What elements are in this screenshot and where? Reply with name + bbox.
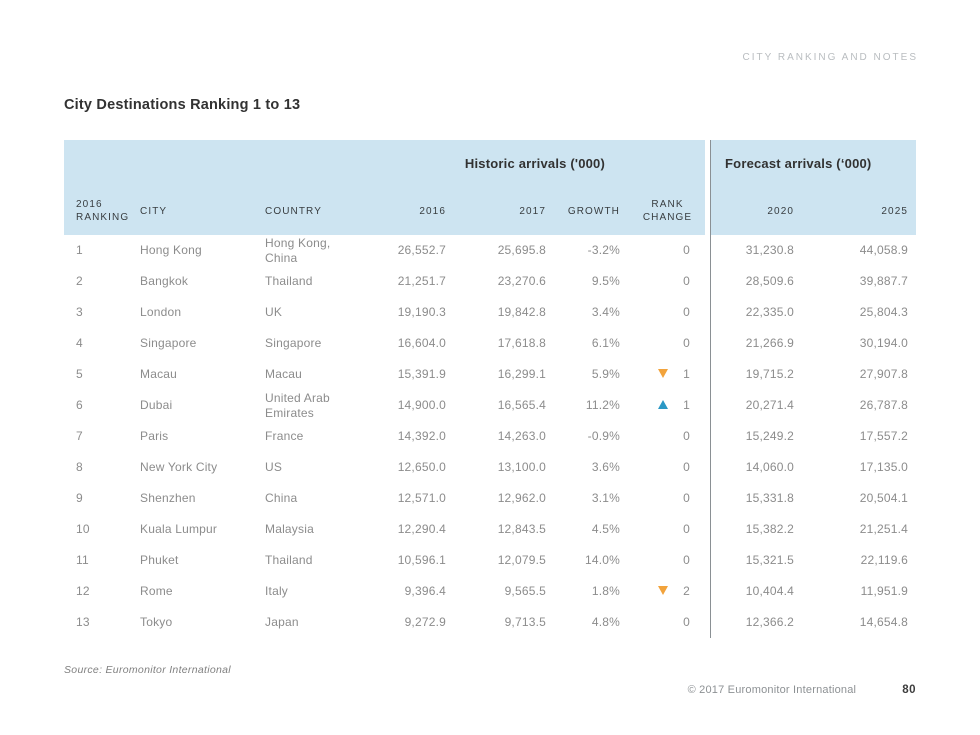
city-cell: Phuket xyxy=(140,553,179,567)
city-cell: Rome xyxy=(140,584,173,598)
rank-change-value: 2 xyxy=(683,584,691,598)
rank-change-value: 0 xyxy=(683,274,691,288)
rank-cell: 1 xyxy=(76,243,83,257)
growth-cell: 3.4% xyxy=(591,305,620,319)
arrivals-2017-cell: 12,962.0 xyxy=(497,491,546,505)
rank-cell: 11 xyxy=(76,553,89,567)
city-ranking-table xyxy=(64,140,916,638)
country-cell: China xyxy=(265,491,298,505)
rank-up-icon xyxy=(658,400,668,409)
arrivals-2017-cell: 9,565.5 xyxy=(504,584,546,598)
forecast-2025-cell: 26,787.8 xyxy=(859,398,909,412)
arrivals-2017-cell: 19,842.8 xyxy=(497,305,546,319)
rank-change-cell xyxy=(630,483,710,514)
forecast-2025-cell: 17,557.2 xyxy=(859,429,909,443)
col-header-2016: 2016 xyxy=(375,187,456,235)
country-cell: Japan xyxy=(265,615,299,629)
rank-change-value: 0 xyxy=(683,491,691,505)
table-row xyxy=(64,297,916,328)
arrivals-2017-cell: 14,263.0 xyxy=(497,429,546,443)
city-cell: Shenzhen xyxy=(140,491,196,505)
arrivals-2016-cell: 26,552.7 xyxy=(397,243,446,257)
rank-change-cell xyxy=(630,266,710,297)
arrivals-2016-cell: 15,391.9 xyxy=(397,367,446,381)
forecast-2020-cell: 15,321.5 xyxy=(710,545,804,576)
growth-cell: -3.2% xyxy=(587,243,620,257)
table-row xyxy=(64,328,916,359)
arrivals-2016-cell: 21,251.7 xyxy=(397,274,446,288)
rank-change-value: 0 xyxy=(683,336,691,350)
rank-change-cell xyxy=(630,297,710,328)
table-body xyxy=(64,235,916,638)
arrivals-2017-cell: 12,843.5 xyxy=(497,522,546,536)
forecast-2025-cell: 30,194.0 xyxy=(859,336,909,350)
rank-change-cell xyxy=(630,576,710,607)
country-cell: Singapore xyxy=(265,336,322,350)
rank-cell: 5 xyxy=(76,367,83,381)
page-footer xyxy=(688,684,916,696)
rank-down-icon xyxy=(658,369,668,378)
rank-change-value: 0 xyxy=(683,522,691,536)
arrivals-2017-cell: 16,565.4 xyxy=(497,398,546,412)
rank-change-value: 1 xyxy=(683,398,691,412)
rank-change-value: 1 xyxy=(683,367,691,381)
col-header-growth: GROWTH xyxy=(556,187,630,235)
rank-cell: 10 xyxy=(76,522,90,536)
arrivals-2016-cell: 9,272.9 xyxy=(404,615,446,629)
forecast-2025-cell: 11,951.9 xyxy=(860,584,909,598)
arrivals-2016-cell: 12,571.0 xyxy=(397,491,446,505)
forecast-2025-cell: 22,119.6 xyxy=(860,553,909,567)
growth-cell: 6.1% xyxy=(591,336,620,350)
rank-cell: 6 xyxy=(76,398,83,412)
country-cell: UK xyxy=(265,305,283,319)
forecast-2020-cell: 15,382.2 xyxy=(710,514,804,545)
col-header-2025: 2025 xyxy=(804,187,916,235)
page-title: City Destinations Ranking 1 to 13 xyxy=(64,97,301,113)
arrivals-2016-cell: 9,396.4 xyxy=(404,584,446,598)
rank-down-icon xyxy=(658,586,668,595)
forecast-2020-cell: 20,271.4 xyxy=(710,390,804,421)
rank-cell: 7 xyxy=(76,429,83,443)
column-header-row xyxy=(64,187,916,235)
col-header-ranking-line2: RANKING xyxy=(76,212,130,223)
col-header-country: COUNTRY xyxy=(265,187,375,235)
col-header-rank-change-line2: CHANGE xyxy=(642,212,693,223)
rank-cell: 12 xyxy=(76,584,90,598)
rank-change-cell xyxy=(630,545,710,576)
growth-cell: 9.5% xyxy=(591,274,620,288)
country-cell: Hong Kong, China xyxy=(265,235,331,265)
country-cell: France xyxy=(265,429,304,443)
table-row xyxy=(64,545,916,576)
growth-cell: 14.0% xyxy=(584,553,620,567)
city-cell: Dubai xyxy=(140,398,173,412)
copyright-text: © 2017 Euromonitor International xyxy=(687,684,857,696)
rank-cell: 4 xyxy=(76,336,83,350)
growth-cell: 3.1% xyxy=(591,491,620,505)
forecast-2020-cell: 19,715.2 xyxy=(710,359,804,390)
country-cell: US xyxy=(265,460,283,474)
col-header-2017: 2017 xyxy=(456,187,556,235)
country-cell: Thailand xyxy=(265,553,313,567)
table-row xyxy=(64,483,916,514)
arrivals-2016-cell: 10,596.1 xyxy=(397,553,446,567)
city-cell: New York City xyxy=(140,460,218,474)
rank-cell: 13 xyxy=(76,615,90,629)
table-row xyxy=(64,359,916,390)
forecast-2020-cell: 31,230.8 xyxy=(710,235,804,266)
col-header-ranking xyxy=(64,187,140,235)
arrivals-2016-cell: 14,392.0 xyxy=(397,429,446,443)
rank-change-value: 0 xyxy=(683,460,691,474)
table-row xyxy=(64,235,916,266)
rank-change-cell xyxy=(630,328,710,359)
forecast-2025-cell: 14,654.8 xyxy=(859,615,909,629)
arrivals-2017-cell: 23,270.6 xyxy=(497,274,546,288)
country-cell: Macau xyxy=(265,367,303,381)
col-header-2020: 2020 xyxy=(710,187,804,235)
rank-change-cell xyxy=(630,452,710,483)
table-row xyxy=(64,266,916,297)
col-header-city: CITY xyxy=(140,187,265,235)
col-header-rank-change-line1: RANK xyxy=(651,199,684,210)
table-row xyxy=(64,607,916,638)
rank-cell: 3 xyxy=(76,305,83,319)
forecast-2020-cell: 22,335.0 xyxy=(710,297,804,328)
forecast-2025-cell: 44,058.9 xyxy=(859,243,909,257)
forecast-2020-cell: 21,266.9 xyxy=(710,328,804,359)
rank-change-value: 0 xyxy=(683,429,691,443)
table-row xyxy=(64,514,916,545)
forecast-2025-cell: 21,251.4 xyxy=(859,522,909,536)
table-row xyxy=(64,576,916,607)
source-note: Source: Euromonitor International xyxy=(64,664,231,676)
arrivals-2016-cell: 19,190.3 xyxy=(397,305,446,319)
forecast-2025-cell: 25,804.3 xyxy=(859,305,909,319)
rank-change-value: 0 xyxy=(683,305,691,319)
arrivals-2017-cell: 16,299.1 xyxy=(497,367,546,381)
rank-cell: 8 xyxy=(76,460,83,474)
rank-change-cell xyxy=(630,421,710,452)
growth-cell: 5.9% xyxy=(591,367,620,381)
col-header-rank-change xyxy=(630,187,710,235)
city-cell: London xyxy=(140,305,182,319)
table-row xyxy=(64,390,916,421)
growth-cell: 11.2% xyxy=(585,398,620,412)
rank-change-value: 0 xyxy=(683,243,691,257)
arrivals-2017-cell: 17,618.8 xyxy=(497,336,546,350)
rank-change-cell xyxy=(630,359,710,390)
rank-change-cell xyxy=(630,390,710,421)
rank-cell: 2 xyxy=(76,274,83,288)
city-cell: Hong Kong xyxy=(140,243,202,257)
arrivals-2017-cell: 25,695.8 xyxy=(497,243,546,257)
table-row xyxy=(64,452,916,483)
forecast-2025-cell: 27,907.8 xyxy=(859,367,909,381)
forecast-2020-cell: 10,404.4 xyxy=(710,576,804,607)
arrivals-2017-cell: 12,079.5 xyxy=(497,553,546,567)
forecast-2025-cell: 17,135.0 xyxy=(859,460,909,474)
country-cell: Thailand xyxy=(265,274,313,288)
country-cell: United Arab Emirates xyxy=(265,390,330,420)
rank-change-cell xyxy=(630,235,710,266)
section-header: CITY RANKING AND NOTES xyxy=(742,52,918,63)
rank-change-value: 0 xyxy=(683,553,691,567)
forecast-2020-cell: 28,509.6 xyxy=(710,266,804,297)
forecast-2025-cell: 39,887.7 xyxy=(859,274,909,288)
forecast-2025-cell: 20,504.1 xyxy=(859,491,909,505)
table-row xyxy=(64,421,916,452)
city-cell: Tokyo xyxy=(140,615,173,629)
forecast-arrivals-group-header: Forecast arrivals (‘000) xyxy=(710,140,916,187)
city-cell: Bangkok xyxy=(140,274,189,288)
city-cell: Singapore xyxy=(140,336,197,350)
arrivals-2016-cell: 12,290.4 xyxy=(397,522,446,536)
col-header-ranking-line1: 2016 xyxy=(76,199,103,210)
city-cell: Macau xyxy=(140,367,178,381)
forecast-2020-cell: 12,366.2 xyxy=(710,607,804,638)
forecast-2020-cell: 14,060.0 xyxy=(710,452,804,483)
rank-change-value: 0 xyxy=(683,615,691,629)
forecast-2020-cell: 15,249.2 xyxy=(710,421,804,452)
arrivals-2016-cell: 16,604.0 xyxy=(397,336,446,350)
rank-cell: 9 xyxy=(76,491,83,505)
growth-cell: 4.5% xyxy=(591,522,620,536)
arrivals-2016-cell: 14,900.0 xyxy=(397,398,446,412)
growth-cell: -0.9% xyxy=(587,429,620,443)
group-header-row xyxy=(64,140,916,187)
arrivals-2016-cell: 12,650.0 xyxy=(397,460,446,474)
page-number: 80 xyxy=(902,684,916,696)
rank-change-cell xyxy=(630,607,710,638)
city-cell: Paris xyxy=(140,429,169,443)
arrivals-2017-cell: 13,100.0 xyxy=(497,460,546,474)
growth-cell: 1.8% xyxy=(591,584,620,598)
rank-change-cell xyxy=(630,514,710,545)
growth-cell: 4.8% xyxy=(591,615,620,629)
forecast-2020-cell: 15,331.8 xyxy=(710,483,804,514)
city-cell: Kuala Lumpur xyxy=(140,522,218,536)
growth-cell: 3.6% xyxy=(591,460,620,474)
country-cell: Malaysia xyxy=(265,522,314,536)
country-cell: Italy xyxy=(265,584,289,598)
arrivals-2017-cell: 9,713.5 xyxy=(504,615,546,629)
historic-arrivals-group-header: Historic arrivals ('000) xyxy=(64,140,710,187)
